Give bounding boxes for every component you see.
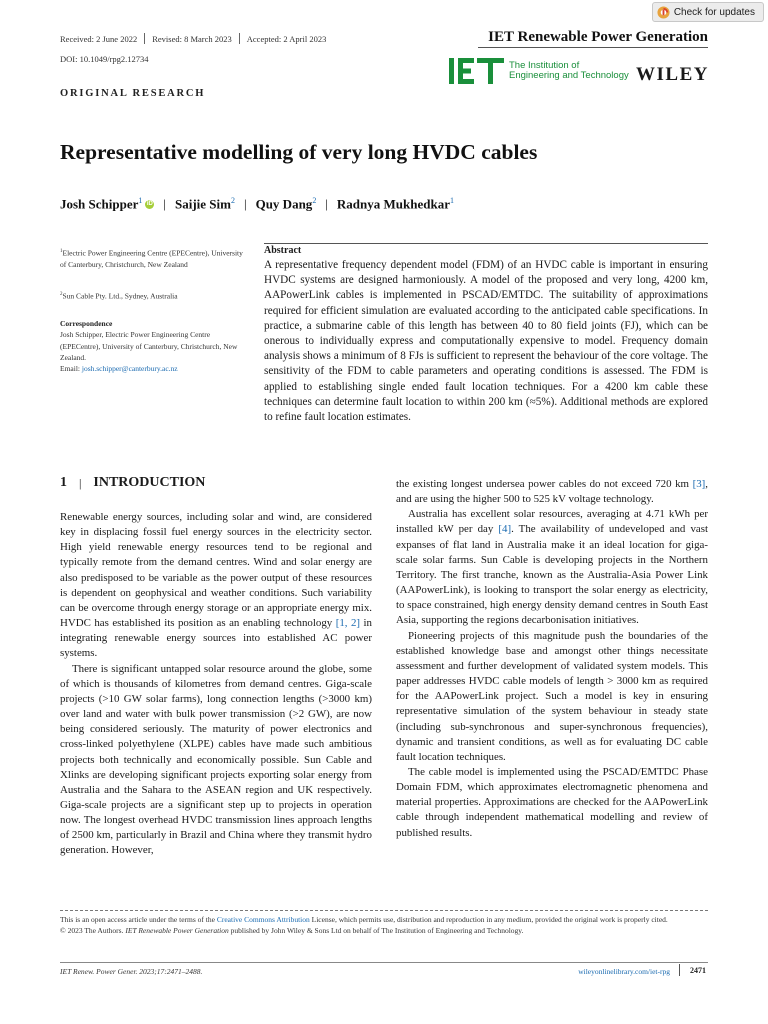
correspondence-heading: Correspondence [60, 319, 113, 328]
email-link[interactable]: josh.schipper@canterbury.ac.nz [81, 364, 178, 374]
page-number: 2471 [690, 966, 706, 975]
paragraph: Pioneering projects of this magnitude push the boundaries of the established knowledge base and amongst other things necessitate assessment and further development of validated system models. This paper addresses HVDC cable models of length > 3000 km as required for the AAPowerLink project. Such a model is key in ensuring representative simulation of the system behaviour in steady state (including sub-synchronous and super-synchronous frequencies), dynamic and transient conditions, as well as for evaluating DC cable fault location techniques. [396, 629, 708, 763]
journal-citation [60, 967, 202, 976]
website-link[interactable]: wileyonlinelibrary.com/iet-rpg [578, 967, 670, 976]
article-dates [60, 33, 326, 44]
author-affiliation-number: 2 [312, 196, 317, 205]
section-separator: | [79, 475, 82, 490]
license-notice [60, 914, 712, 936]
paragraph-text: in integrating renewable energy sources into established AC power systems. [60, 617, 372, 660]
wiley-logo: WILEY [636, 64, 709, 85]
copyright-part: published by John Wiley & Sons Ltd on behalf of The Institution of Engineering and Technology. [228, 926, 524, 936]
revised-date: Revised: 8 March 2023 [152, 33, 232, 44]
affiliation-1 [60, 246, 250, 270]
abstract-heading: Abstract [264, 245, 302, 256]
citation-link[interactable]: [4] [498, 523, 512, 536]
abstract-text: A representative frequency dependent model (FDM) of an HVDC cable is important in ensuring HVDC systems are designed harmoniously. A model of the proposed and very long, 4200 km, AAPowerLink cables is implemented in PSCAD/EMTDC. The suitability of approximations required for efficient simulation are evaluated according to the anticipated cable specifications. In practice, a submarine cable of this length has between 40 to 80 field joints (FJ), which can be onerous to individually express and computationally expensive to model. Frequency domain analysis shows a minimum of 8 FJs is sufficient to represent the behaviour of the core voltage. The sensitivity of the FDM to cable parameters and operating conditions is assessed. The FDM is applied to establishing single ended fault location techniques. For a 4200 km cable these techniques can determine fault location to within 200 km (≈5%). Additional methods are explored to refine fault location estimates. [264, 259, 708, 424]
paragraph [396, 477, 708, 507]
author-name: Quy Dang [255, 196, 313, 212]
iet-logo [449, 58, 629, 84]
paragraph-text: Australia has excellent solar resources, averaging at 4.71 kWh per installed kW per day [396, 508, 708, 536]
divider [144, 33, 145, 44]
check-for-updates-button[interactable] [652, 2, 764, 22]
check-updates-icon [657, 6, 670, 19]
author-separator: | [325, 196, 328, 212]
iet-institution-name [509, 61, 629, 81]
affiliation-number: 1 [60, 249, 63, 254]
paragraph [396, 507, 708, 628]
paragraph-text: Renewable energy sources, including solar and wind, are considered key in displacing fossil fuel energy sources in the electricity sector. High yield renewable energy resources tend to be regional and typically remote from the demand centres. Wind and solar energy are also predisposed to be variable as the power output of these resources is dependent on geophysical and weather conditions. Such variability can be overcome through energy storage or an appropriate energy mix. HVDC has established its position as an enabling technology [60, 511, 372, 630]
author-separator: | [243, 196, 247, 212]
accepted-date: Accepted: 2 April 2023 [246, 33, 327, 44]
left-column [60, 510, 372, 859]
footer-divider [60, 910, 708, 911]
abstract-rule [264, 243, 708, 244]
citation-text: IET Renew. Power Gener. 2023;17:2471–2488. [60, 967, 203, 976]
journal-rule [478, 47, 708, 48]
citation-link[interactable]: [3] [692, 478, 706, 490]
received-date: Received: 2 June 2022 [60, 33, 138, 44]
email-label: Email: [60, 364, 80, 374]
correspondence-email [60, 363, 250, 374]
author-affiliation-number: 1 [138, 196, 143, 205]
section-heading [60, 475, 205, 491]
paragraph: The cable model is implemented using the PSCAD/EMTDC Phase Domain FDM, which approximates electromagnetic phenomena and material properties. Approximations are checked for the AAPowerLink cable through independent mathematical modelling and review of published results. [396, 765, 708, 839]
right-column [396, 477, 708, 841]
correspondence [60, 318, 250, 374]
iet-line-2: Engineering and Technology [509, 70, 629, 81]
paragraph: There is significant untapped solar resource around the globe, some of which is thousands of kilometres from demand centres. Giga-scale projects (>10 GW solar farms), long connection lengths (>3000 km) over land and water with bulk power transmission (>2 GW), are now being considered seriously. The maturity of power electronics and cross-linked polyethylene (XLPE) cables have made such ambitious projects both technically and economically possible. Sun Cable and Xlinks are developing significant projects exporting solar energy from Australia and the Sahara to the ASEAN region and UK respectively. Giga-scale projects are a significant step up to projects in operation now. The longest overhead HVDC transmission lines approach lengths of 2500 km, particularly in Brazil and China where they transmit hydro generation. However, [60, 662, 372, 857]
copyright-text [60, 925, 712, 936]
citation-link[interactable]: [1, 2] [335, 617, 361, 630]
bottom-rule [60, 962, 708, 963]
doi[interactable]: DOI: 10.1049/rpg2.12734 [60, 54, 149, 64]
section-title: INTRODUCTION [93, 475, 206, 490]
affiliation-text: Electric Power Engineering Centre (EPECentre), University of Canterbury, Christchurch, New Zealand [60, 248, 243, 269]
abstract [264, 245, 708, 425]
author-name: Radnya Mukhedkar [336, 196, 450, 212]
section-number: 1 [60, 475, 67, 490]
affiliation-text: Sun Cable Pty. Ltd., Sydney, Australia [62, 291, 178, 301]
divider [239, 33, 240, 44]
author-name: Josh Schipper [60, 196, 139, 212]
iet-logo-icon [449, 58, 504, 84]
author-affiliation-number: 1 [449, 196, 454, 205]
author-affiliation-number: 2 [230, 196, 235, 205]
affiliation-2 [60, 289, 250, 302]
copyright-journal: IET Renewable Power Generation [125, 926, 229, 936]
affiliation-number: 2 [60, 292, 63, 297]
license-text [60, 914, 712, 925]
author[interactable] [256, 196, 317, 212]
license-link[interactable]: Creative Commons Attribution [216, 915, 310, 924]
section-label: ORIGINAL RESEARCH [60, 88, 206, 99]
license-text-part: License, which permits use, distribution and reproduction in any medium, provided the original work is properly cited. [309, 915, 668, 924]
correspondence-text: Josh Schipper, Electric Power Engineering Centre (EPECentre), University of Canterbury, Christchurch, New Zealand. [60, 330, 238, 362]
author[interactable] [337, 196, 454, 212]
paragraph-text: the existing longest undersea power cables do not exceed 720 km [396, 478, 693, 490]
paragraph [60, 510, 372, 662]
paper-title: Representative modelling of very long HVDC cables [60, 140, 538, 164]
author-list [60, 196, 454, 212]
page-number-divider [679, 964, 680, 976]
author[interactable] [60, 196, 142, 212]
license-text-part: This is an open access article under the terms of the [60, 915, 217, 924]
orcid-icon[interactable]: iD [146, 200, 153, 207]
paragraph-text: . The availability of undeveloped and vast expanses of flat land in Australia make it an ideal location for giga-scale solar farms. Sun Cable is developing projects in the Northern Territory. The first tranche, known as the Australia-Asia Power Link (AAPowerLink), is looking to transport the solar energy as electricity, to space constrained, high energy density demand centres in South East Asia, supporting the regions decarbonisation initiatives. [396, 523, 708, 627]
author-separator: | [163, 196, 166, 212]
author[interactable] [175, 196, 235, 212]
author-name: Saijie Sim [175, 196, 231, 212]
copyright-part: © 2023 The Authors. [60, 926, 126, 936]
iet-line-1: The Institution of [509, 60, 580, 71]
journal-title: IET Renewable Power Generation [488, 29, 708, 45]
check-updates-label: Check for updates [673, 6, 755, 18]
paragraph-text: , and are using the higher 500 to 525 kV voltage technology. [396, 478, 708, 506]
